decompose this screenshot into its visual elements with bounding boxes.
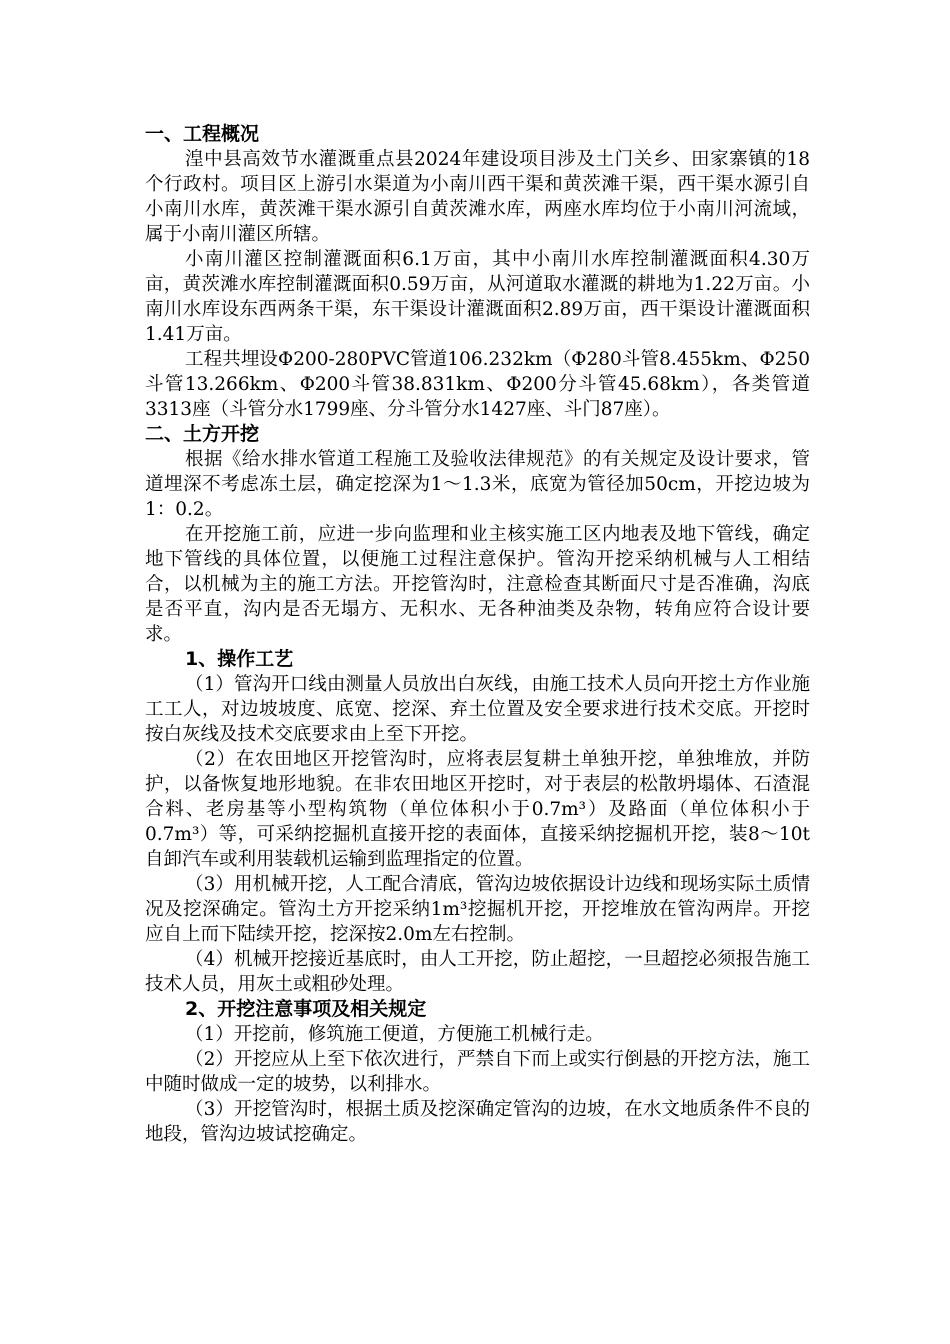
section-heading-earthwork: 二、土方开挖 xyxy=(145,423,260,445)
paragraph: 工程共埋设Φ200-280PVC管道106.232km（Φ280斗管8.455km、Φ250斗管13.266km、Φ200斗管38.831km、Φ200分斗管45.68km），各类管道3313座（斗管分水1799座、分斗管分水1427座、斗门87座）。 xyxy=(145,349,810,420)
list-item: （3）开挖管沟时，根据土质及挖深确定管沟的边坡，在水文地质条件不良的地段，管沟边坡试挖确定。 xyxy=(145,1099,810,1145)
list-item: （1）管沟开口线由测量人员放出白灰线，由施工技术人员向开挖土方作业施工工人，对边坡坡度、底宽、挖深、弃土位置及安全要求进行技术交底。开挖时按白灰线及技术交底要求由上至下开挖。 xyxy=(145,674,810,745)
paragraph: 根据《给水排水管道工程施工及验收法律规范》的有关规定及设计要求，管道埋深不考虑冻土层，确定挖深为1～1.3米，底宽为管径加50cm，开挖边坡为1：0.2。 xyxy=(145,449,810,520)
list-item: （3）用机械开挖，人工配合清底，管沟边坡依据设计边线和现场实际土质情况及挖深确定。管沟土方开挖采纳1m³挖掘机开挖，开挖堆放在管沟两岸。开挖应自上而下陆续开挖，挖深按2.0m左右控制。 xyxy=(145,874,810,945)
section-heading-overview: 一、工程概况 xyxy=(145,123,260,145)
list-item: （4）机械开挖接近基底时，由人工开挖，防止超挖，一旦超挖必须报告施工技术人员，用灰土或粗砂处理。 xyxy=(145,949,810,995)
list-item: （2）开挖应从上至下依次进行，严禁自下而上或实行倒悬的开挖方法，施工中随时做成一定的坡势，以利排水。 xyxy=(145,1049,810,1095)
subsection-heading-process: 1、操作工艺 xyxy=(185,648,294,670)
document-body xyxy=(145,122,810,1147)
paragraph: 在开挖施工前，应进一步向监理和业主核实施工区内地表及地下管线，确定地下管线的具体位置，以便施工过程注意保护。管沟开挖采纳机械与人工相结合，以机械为主的施工方法。开挖管沟时，注意检查其断面尺寸是否准确，沟底是否平直，沟内是否无塌方、无积水、无各种油类及杂物，转角应符合设计要求。 xyxy=(145,524,810,645)
list-item: （2）在农田地区开挖管沟时，应将表层复耕土单独开挖，单独堆放，并防护，以备恢复地形地貌。在非农田地区开挖时，对于表层的松散坍塌体、石渣混合料、老房基等小型构筑物（单位体积小于0.7m³）及路面（单位体积小于0.7m³）等，可采纳挖掘机直接开挖的表面体，直接采纳挖掘机开挖，装8～10t自卸汽车或利用装载机运输到监理指定的位置。 xyxy=(145,749,810,870)
paragraph: 湟中县高效节水灌溉重点县2024年建设项目涉及土门关乡、田家寨镇的18个行政村。项目区上游引水渠道为小南川西干渠和黄茨滩干渠，西干渠水源引自小南川水库，黄茨滩干渠水源引自黄茨滩水库，两座水库均位于小南川河流域，属于小南川灌区所辖。 xyxy=(145,149,810,245)
list-item: （1）开挖前，修筑施工便道，方便施工机械行走。 xyxy=(185,1024,604,1045)
subsection-heading-precautions: 2、开挖注意事项及相关规定 xyxy=(185,998,427,1020)
paragraph: 小南川灌区控制灌溉面积6.1万亩，其中小南川水库控制灌溉面积4.30万亩，黄茨滩水库控制灌溉面积0.59万亩，从河道取水灌溉的耕地为1.22万亩。小南川水库设东西两条干渠，东干渠设计灌溉面积2.89万亩，西干渠设计灌溉面积1.41万亩。 xyxy=(145,249,810,345)
